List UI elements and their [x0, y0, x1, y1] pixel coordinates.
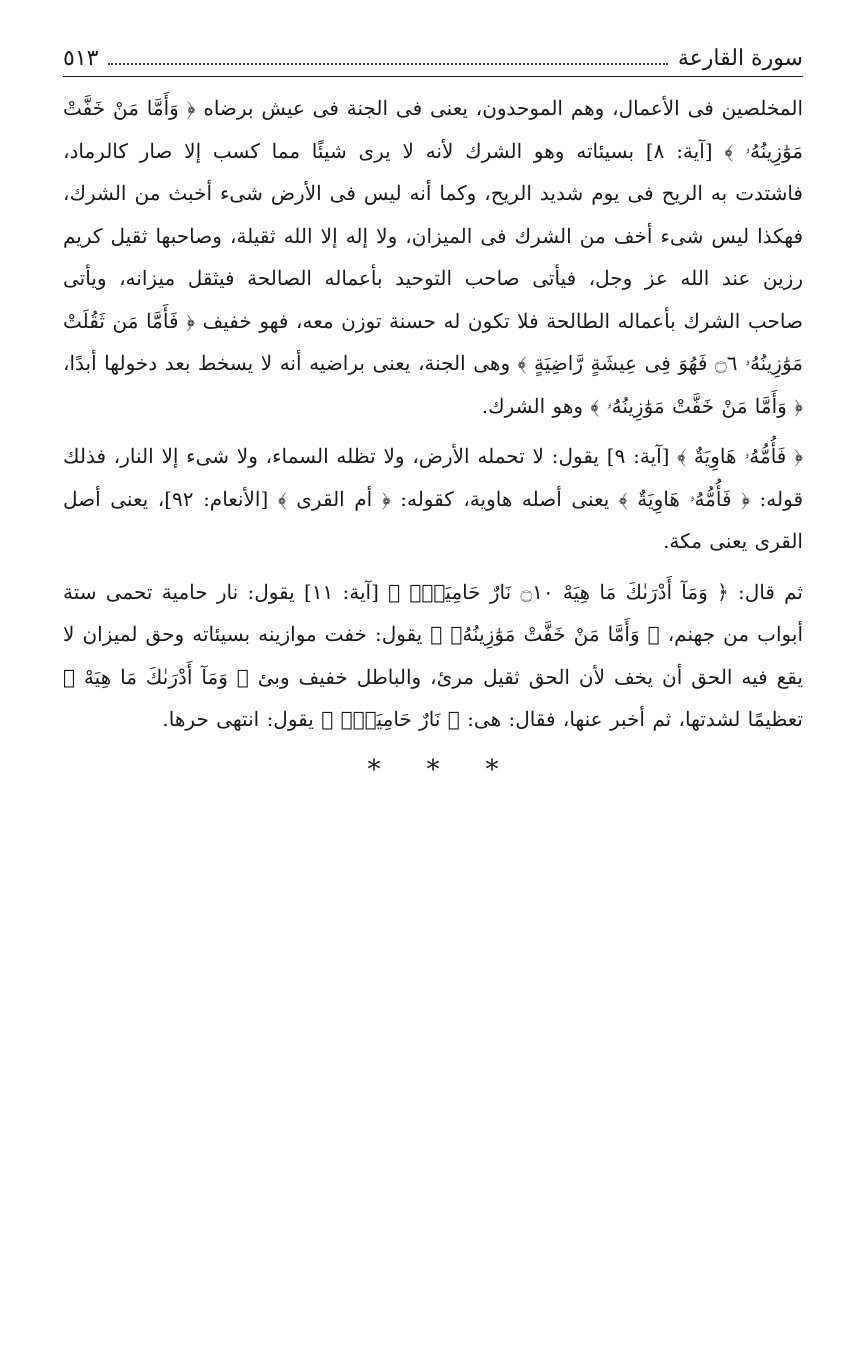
paragraph-1: المخلصين فى الأعمال، وهم الموحدون، يعنى فى الجنة فى عيش برضاه ﴿ وَأَمَّا مَنْ خَفَّتْ مَوَٰزِينُهُۥ ﴾ [آية: ٨] بسيئاته وهو الشرك لأنه لا يرى شيئًا مما كسب إلا صار كالرماد، فاشتدت به الريح فى يوم شديد الريح، وكما أنه ليس فى الأرض شىء أخبث من الشرك، فهكذا ليس شىء أخف من الشرك فى الميزان، ولا إله إلا الله ثقيلة، وصاحبها ثقيل كريم رزين عند الله عز وجل، فيأتى صاحب التوحيد بأعماله الصالحة فيثقل ميزانه، ويأتى صاحب الشرك بأعماله الطالحة فلا تكون له حسنة توزن معه، فهو خفيف ﴿ فَأَمَّا مَن ثَقُلَتْ مَوَٰزِينُهُۥ ۝٦ فَهُوَ فِى عِيشَةٍ رَّاضِيَةٍ ﴾ وهى الجنة، يعنى براضيه أنه لا يسخط بعد دخولها أبدًا، ﴿ وَأَمَّا مَنْ خَفَّتْ مَوَٰزِينُهُۥ ﴾ وهو الشرك. — [63, 96, 803, 418]
paragraph-3: ثم قال: ﴿ وَمَآ أَدْرَىٰكَ مَا هِيَهْ ۝١٠ نَارٌ حَامِيَةٌۢ ﴾ [آية: ١١] يقول: نار حامية تحمى ستة أبواب من جهنم، ﴿ وَأَمَّا مَنْ خَفَّتْ مَوَٰزِينُهُۥ ﴾ يقول: خفت موازينه بسيئاته وحق لميزان لا يقع فيه الحق أن يخف لأن الحق ثقيل مرئ، والباطل خفيف وبئ ﴿ وَمَآ أَدْرَىٰكَ مَا هِيَهْ ﴾ تعظيمًا لشدتها، ثم أخبر عنها، فقال: هى: ﴿ نَارٌ حَامِيَةٌۢ ﴾ يقول: انتهى حرها. — [63, 579, 803, 731]
asterisk-mark: * — [485, 754, 499, 785]
asterisk-mark: * — [426, 754, 440, 785]
leader-dots — [108, 62, 667, 65]
surah-title: سورة القارعة — [677, 46, 803, 71]
paragraph-2: ﴿ فَأُمُّهُۥ هَاوِيَةٌ ﴾ [آية: ٩] يقول: لا تحمله الأرض، ولا تظله السماء، ولا شىء إلا النار، فذلك قوله: ﴿ فَأُمُّهُۥ هَاوِيَةٌ ﴾ يعنى أصله هاوية، كقوله: ﴿ أم القرى ﴾ [الأنعام: ٩٢]، يعنى أصل القرى يعنى مكة. — [63, 444, 803, 553]
page-number: ٥١٣ — [63, 46, 99, 71]
running-head — [63, 44, 803, 77]
asterisk-mark: * — [367, 754, 381, 785]
page — [63, 44, 803, 785]
section-end-marks — [63, 755, 803, 785]
